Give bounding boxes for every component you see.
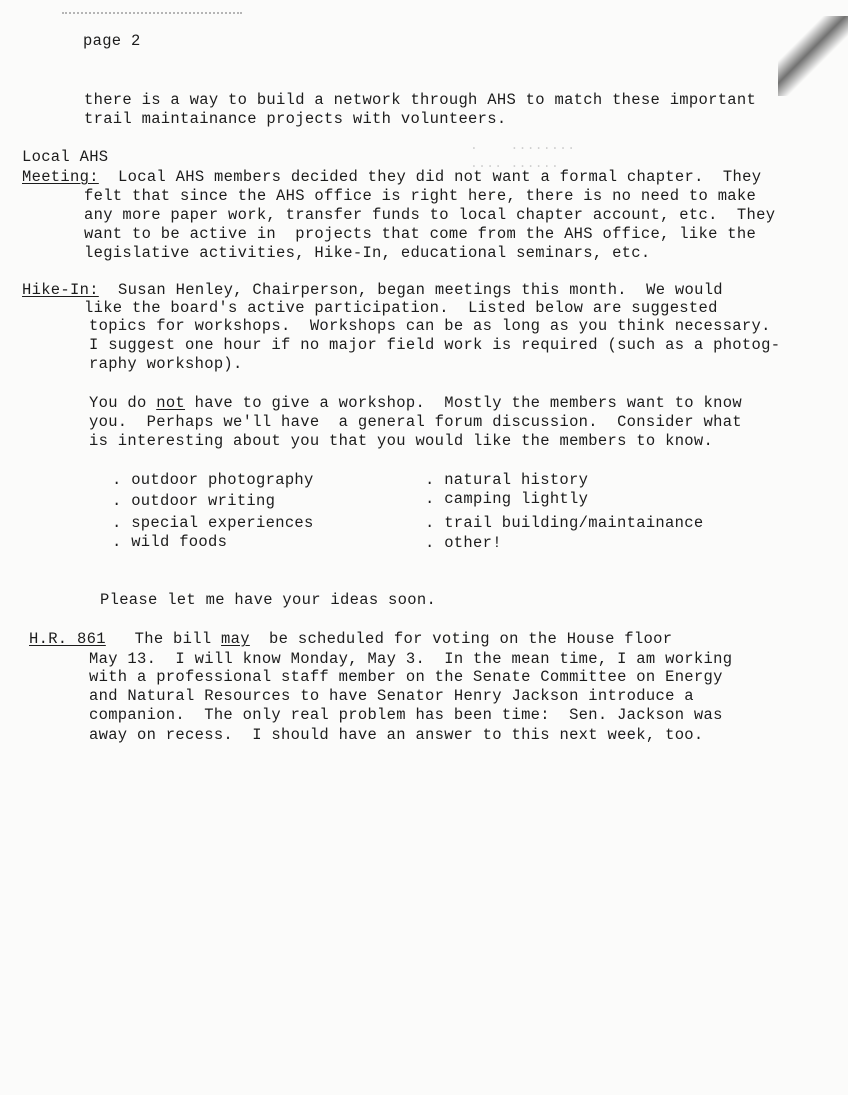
- emphasis-may: may: [221, 630, 250, 648]
- emphasis-not: not: [156, 394, 186, 412]
- local-ahs-line: legislative activities, Hike-In, educational seminars, etc.: [84, 244, 651, 262]
- topic-item: . wild foods: [112, 533, 228, 551]
- bleed-through-mark: .... ......: [470, 156, 560, 171]
- hr861-line: away on recess. I should have an answer to this next week, too.: [89, 726, 704, 744]
- topic-item: . trail building/maintainance: [425, 514, 704, 532]
- cut-off-header-text: [62, 12, 242, 20]
- topic-item: . natural history: [425, 471, 589, 489]
- hike-in-line: like the board's active participation. Listed below are suggested: [84, 299, 718, 317]
- hike-in-p2-line: you. Perhaps we'll have a general forum discussion. Consider what: [89, 413, 742, 431]
- hike-in-line: raphy workshop).: [89, 355, 243, 373]
- hike-in-line: I suggest one hour if no major field work is required (such as a photog-: [89, 336, 781, 354]
- topic-item: . other!: [425, 534, 502, 552]
- hike-in-p2-first-line: You do not have to give a workshop. Mostly the members want to know: [89, 394, 742, 412]
- hr861-line: companion. The only real problem has been time: Sen. Jackson was: [89, 706, 723, 724]
- hr861-line: and Natural Resources to have Senator Henry Jackson introduce a: [89, 687, 694, 705]
- section-heading-local-ahs: Local AHS: [22, 148, 109, 166]
- topic-item: . special experiences: [112, 514, 314, 532]
- closing-request: Please let me have your ideas soon.: [100, 591, 437, 609]
- section-heading-hike-in: Hike-In:: [22, 281, 99, 299]
- local-ahs-line: felt that since the AHS office is right here, there is no need to make: [84, 187, 757, 205]
- intro-line: trail maintainance projects with volunteers.: [84, 110, 507, 128]
- section-heading-meeting: Meeting:: [22, 168, 99, 186]
- hike-in-line: topics for workshops. Workshops can be as long as you think necessary.: [89, 317, 771, 335]
- bleed-through-mark: . ........: [470, 138, 576, 153]
- hike-in-p2-line: is interesting about you that you would like the members to know.: [89, 432, 714, 450]
- page-label: page 2: [83, 32, 141, 50]
- intro-line: there is a way to build a network through AHS to match these important: [84, 91, 757, 109]
- hr861-line: May 13. I will know Monday, May 3. In the mean time, I am working: [89, 650, 733, 668]
- topic-item: . outdoor photography: [112, 471, 314, 489]
- topic-item: . outdoor writing: [112, 492, 276, 510]
- topic-item: . camping lightly: [425, 490, 589, 508]
- corner-scan-mark: [778, 16, 848, 96]
- local-ahs-first-line: Meeting: Local AHS members decided they did not want a formal chapter. They: [22, 168, 762, 186]
- hr861-line: with a professional staff member on the Senate Committee on Energy: [89, 668, 723, 686]
- local-ahs-line: any more paper work, transfer funds to local chapter account, etc. They: [84, 206, 776, 224]
- hike-in-first-line: Hike-In: Susan Henley, Chairperson, began meetings this month. We would: [22, 281, 723, 299]
- hr861-first-line: H.R. 861 The bill may be scheduled for voting on the House floor: [29, 630, 673, 648]
- section-heading-hr861: H.R. 861: [29, 630, 106, 648]
- local-ahs-line: want to be active in projects that come from the AHS office, like the: [84, 225, 757, 243]
